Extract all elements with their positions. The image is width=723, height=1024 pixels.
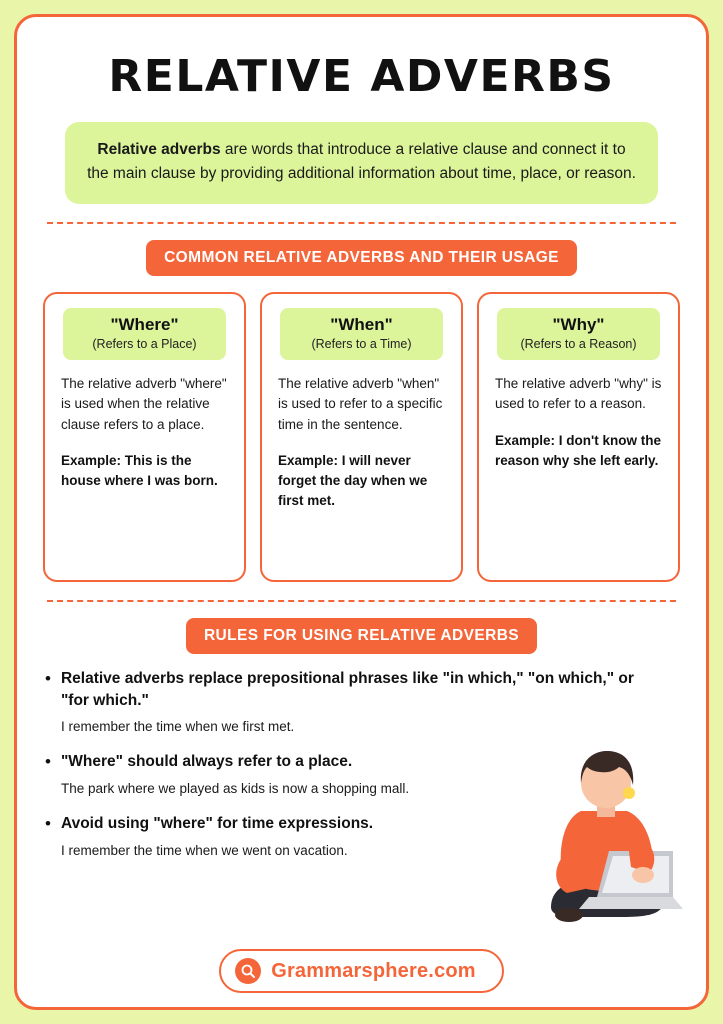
term-word: "Why" bbox=[552, 315, 605, 335]
poster-card bbox=[14, 14, 709, 1010]
divider-top bbox=[47, 222, 676, 224]
term-subtitle: (Refers to a Time) bbox=[311, 337, 412, 352]
intro-box bbox=[65, 122, 658, 204]
brand-badge[interactable] bbox=[219, 949, 504, 993]
rule-title: "Where" should always refer to a place. bbox=[60, 753, 353, 771]
rule-body bbox=[61, 751, 678, 799]
rule-title: Relative adverbs replace prepositional phrases like "in which," "on which," or "for which." bbox=[60, 670, 634, 709]
rules-banner: RULES FOR USING RELATIVE ADVERBS bbox=[186, 618, 537, 654]
rule-body bbox=[61, 813, 678, 861]
term-subtitle: (Refers to a Reason) bbox=[520, 337, 637, 352]
bullet-icon: • bbox=[45, 752, 51, 772]
rule-body bbox=[61, 668, 678, 737]
term-example: Example: I will never forget the day when we first met. bbox=[278, 452, 428, 509]
term-head-where bbox=[63, 308, 226, 360]
bullet-icon: • bbox=[45, 669, 51, 689]
rule-example: The park where we played as kids is now a shopping mall. bbox=[60, 780, 410, 796]
term-description: The relative adverb "why" is used to refer to a reason. bbox=[495, 376, 662, 412]
intro-lead: Relative adverbs bbox=[97, 141, 221, 158]
term-card-where bbox=[43, 292, 246, 582]
term-description: The relative adverb "when" is used to refer to a specific time in the sentence. bbox=[278, 376, 443, 432]
term-card-when bbox=[260, 292, 463, 582]
bullet-icon: • bbox=[45, 813, 51, 833]
divider-bottom bbox=[47, 600, 676, 602]
term-word: "When" bbox=[330, 315, 393, 335]
term-example: Example: I don't know the reason why she left early. bbox=[495, 432, 661, 468]
rule-item bbox=[45, 813, 678, 861]
rule-item bbox=[45, 751, 678, 799]
footer bbox=[17, 949, 706, 993]
term-word: "Where" bbox=[110, 315, 179, 335]
intro-rest: are words that introduce a relative clause and connect it to the main clause by providing additional information about time, place, or reason. bbox=[87, 141, 636, 183]
term-head-why bbox=[497, 308, 660, 360]
search-icon bbox=[235, 958, 261, 984]
rule-example: I remember the time when we first met. bbox=[60, 719, 295, 735]
usage-banner: COMMON RELATIVE ADVERBS AND THEIR USAGE bbox=[146, 240, 577, 276]
term-subtitle: (Refers to a Place) bbox=[92, 337, 197, 352]
usage-cards bbox=[39, 292, 684, 582]
term-head-when bbox=[280, 308, 443, 360]
page-title: RELATIVE ADVERBS bbox=[108, 51, 615, 102]
brand-name: Grammarsphere.com bbox=[271, 959, 476, 982]
rules-list bbox=[45, 668, 678, 860]
term-example: Example: This is the house where I was born. bbox=[61, 452, 218, 489]
term-card-why bbox=[477, 292, 680, 582]
rule-example: I remember the time when we went on vacation. bbox=[60, 842, 348, 858]
rule-item bbox=[45, 668, 678, 737]
term-description: The relative adverb "where" is used when the relative clause refers to a place. bbox=[61, 376, 227, 432]
rule-title: Avoid using "where" for time expressions. bbox=[60, 814, 374, 832]
